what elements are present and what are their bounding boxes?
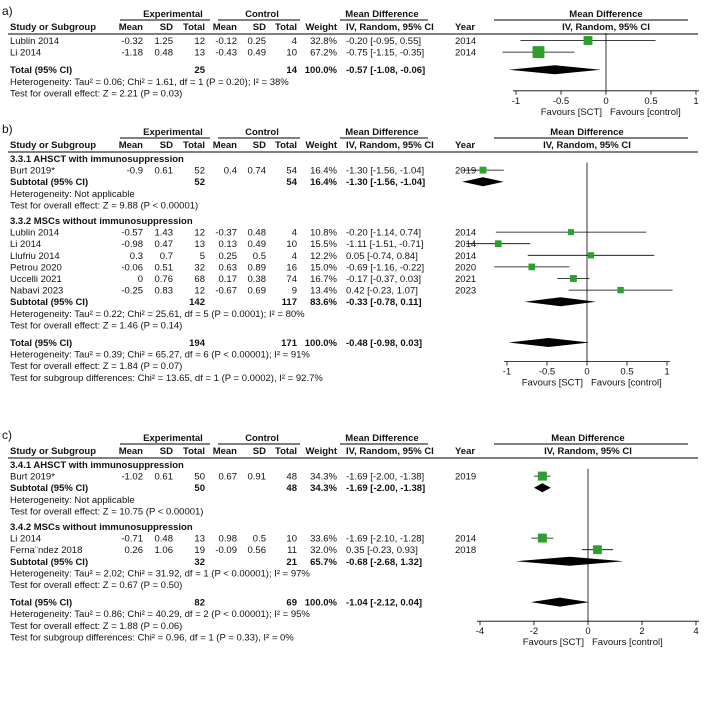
summary-weight: 100.0%	[304, 597, 337, 609]
study-ci-text: -0.17 [-0.37, 0.03]	[346, 274, 421, 285]
study-weight: 13.4%	[310, 285, 337, 297]
x-tick-label: 1	[664, 366, 670, 378]
total-note: Test for overall effect: Z = 1.84 (P = 0.07)	[10, 361, 183, 373]
effect-square	[568, 229, 574, 235]
ctl-mean: 0.67	[218, 471, 237, 483]
effect-square	[538, 472, 547, 481]
exp-total: 12	[194, 36, 205, 47]
ctl-sd: 0.48	[247, 227, 266, 239]
study-name: Ferna¨ndez 2018	[10, 545, 83, 557]
study-name: Li 2014	[10, 47, 42, 59]
favours-right-label: Favours [control]	[592, 637, 663, 649]
subtotal-row	[10, 483, 551, 494]
exp-sd: 1.06	[154, 545, 173, 557]
ctl-mean: 0.25	[218, 250, 237, 262]
x-tick-label: 0	[603, 95, 609, 107]
exp-mean-header: Mean	[118, 22, 143, 33]
subgroup-title: 3.4.2 MSCs without immunosuppression	[10, 522, 193, 533]
panel-label: c)	[2, 428, 12, 442]
exp-total: 13	[194, 533, 205, 545]
effect-square	[617, 287, 623, 293]
total-note: Test for overall effect: Z = 2.21 (P = 0.03)	[10, 88, 183, 100]
subgroup-note: Test for overall effect: Z = 10.75 (P < 0.00001)	[10, 506, 204, 518]
exp-sd: 0.7	[159, 250, 173, 262]
study-row	[10, 239, 530, 250]
study-year: 2014	[455, 47, 477, 59]
ctl-sd: 0.74	[247, 165, 266, 177]
exp-sd: 0.51	[154, 262, 173, 274]
ctl-mean: 0.4	[223, 165, 237, 177]
ctl-total: 117	[281, 297, 297, 309]
ctl-total: 21	[286, 556, 297, 568]
study-ci-text: -0.75 [-1.15, -0.35]	[346, 47, 425, 59]
exp-mean: -0.25	[121, 285, 143, 297]
total-label: Total (95% CI)	[10, 597, 73, 609]
study-row	[10, 36, 656, 47]
study-col-header: Study or Subgroup	[10, 22, 97, 33]
summary-weight: 16.4%	[310, 177, 337, 189]
ctl-total-header: Total	[275, 446, 297, 457]
effect-sub-header: IV, Random, 95% CI	[346, 140, 434, 151]
exp-mean: -1.18	[121, 47, 143, 59]
ctl-mean-header: Mean	[212, 446, 237, 457]
summary-weight: 34.3%	[310, 483, 337, 495]
ctl-total: 54	[286, 165, 297, 177]
forest-panel-2	[2, 122, 698, 389]
subgroup-note: Test for overall effect: Z = 9.88 (P < 0.00001)	[10, 200, 199, 212]
summary-ci-text: -0.33 [-0.78, 0.11]	[346, 297, 422, 309]
exp-total: 12	[194, 285, 205, 297]
summary-ci-text: -1.04 [-2.12, 0.04]	[346, 597, 423, 609]
study-weight: 32.0%	[310, 545, 337, 557]
study-name: Uccelli 2021	[10, 274, 62, 285]
plot-sub-header: IV, Random, 95% CI	[562, 22, 650, 33]
x-tick-label: 0	[584, 366, 590, 378]
exp-sd: 0.48	[154, 533, 173, 545]
exp-sd: 0.48	[154, 47, 173, 59]
summary-diamond	[509, 338, 590, 347]
subtotal-label: Subtotal (95% CI)	[10, 556, 89, 568]
summary-ci-text: -0.68 [-2.68, 1.32]	[346, 556, 423, 568]
study-year: 2021	[455, 274, 477, 285]
exp-total: 32	[194, 262, 205, 274]
study-row	[10, 274, 589, 285]
summary-weight: 65.7%	[310, 556, 337, 568]
summary-diamond	[509, 65, 601, 74]
study-year: 2023	[455, 285, 477, 297]
study-row	[10, 472, 551, 483]
ctl-total: 9	[291, 285, 297, 297]
exp-mean: 0.26	[124, 545, 143, 557]
control-header: Control	[245, 433, 279, 444]
panel-label: a)	[2, 4, 13, 18]
plot-title-header: Mean Difference	[551, 433, 625, 444]
exp-total: 13	[194, 239, 205, 251]
year-header: Year	[455, 446, 476, 457]
ctl-sd: 0.25	[247, 36, 266, 47]
study-name: Llufriu 2014	[10, 250, 60, 262]
exp-total-header: Total	[183, 140, 205, 151]
x-tick-label: 4	[693, 626, 699, 638]
subtotal-row	[10, 297, 596, 308]
x-tick-label: -0.5	[538, 366, 556, 378]
exp-total: 5	[199, 250, 205, 262]
summary-diamond	[525, 297, 596, 306]
effect-square	[588, 252, 594, 258]
experimental-header: Experimental	[143, 127, 203, 138]
ctl-mean-header: Mean	[212, 22, 237, 33]
subgroup-note: Test for overall effect: Z = 1.46 (P = 0.14)	[10, 320, 183, 332]
study-ci-text: 0.35 [-0.23, 0.93]	[346, 545, 418, 557]
effect-col-header: Mean Difference	[345, 9, 419, 20]
exp-total: 82	[194, 597, 205, 609]
study-ci-text: -0.20 [-1.14, 0.74]	[346, 227, 421, 239]
study-weight: 32.8%	[310, 36, 337, 47]
exp-total: 142	[189, 297, 205, 309]
exp-total-header: Total	[183, 446, 205, 457]
ctl-sd-header: SD	[252, 140, 266, 151]
summary-diamond	[531, 598, 589, 607]
study-ci-text: -1.30 [-1.56, -1.04]	[346, 165, 425, 177]
total-note: Heterogeneity: Tau² = 0.06; Chi² = 1.61, df = 1 (P = 0.20); I² = 38%	[10, 76, 289, 88]
x-tick-label: -2	[529, 626, 539, 638]
exp-mean: -0.32	[121, 36, 143, 47]
total-label: Total (95% CI)	[10, 338, 73, 349]
experimental-header: Experimental	[143, 9, 203, 20]
ctl-total: 54	[286, 177, 297, 189]
exp-mean: -0.71	[121, 533, 143, 545]
study-row	[10, 46, 575, 58]
study-weight: 67.2%	[310, 47, 337, 59]
ctl-sd: 0.38	[247, 274, 266, 285]
ctl-total: 48	[286, 483, 297, 495]
ctl-sd: 0.49	[247, 239, 266, 251]
exp-mean: -0.57	[121, 227, 143, 239]
exp-mean: -0.98	[121, 239, 143, 251]
subgroup-note: Heterogeneity: Tau² = 2.02; Chi² = 31.92, df = 1 (P < 0.00001); I² = 97%	[10, 568, 310, 580]
x-tick-label: 2	[639, 626, 645, 638]
effect-sub-header: IV, Random, 95% CI	[346, 446, 434, 457]
subgroup-note: Test for overall effect: Z = 0.67 (P = 0.50)	[10, 580, 183, 591]
study-ci-text: -1.11 [-1.51, -0.71]	[346, 239, 424, 251]
study-row	[10, 251, 654, 262]
effect-col-header: Mean Difference	[345, 433, 419, 444]
ctl-total: 48	[286, 471, 297, 483]
ctl-mean: -0.37	[215, 227, 237, 239]
weight-header: Weight	[305, 446, 337, 457]
effect-square	[584, 36, 593, 45]
effect-square	[495, 240, 502, 247]
study-name: Lublin 2014	[10, 36, 60, 47]
total-note: Heterogeneity: Tau² = 0.39; Chi² = 65.27, df = 6 (P < 0.00001); I² = 91%	[10, 349, 310, 361]
plot-title-header: Mean Difference	[550, 127, 624, 138]
subtotal-label: Subtotal (95% CI)	[10, 297, 89, 309]
exp-mean: 0	[137, 274, 143, 285]
plot-sub-header: IV, Random, 95% CI	[544, 446, 632, 457]
effect-square	[538, 534, 547, 543]
study-row	[10, 534, 553, 545]
favours-right-label: Favours [control]	[591, 377, 662, 389]
favours-left-label: Favours [SCT]	[522, 637, 584, 649]
exp-total: 19	[194, 545, 205, 557]
x-tick-label: -1	[511, 95, 521, 107]
exp-sd: 0.47	[154, 239, 173, 251]
ctl-sd: 0.56	[247, 545, 266, 557]
weight-header: Weight	[305, 22, 337, 33]
study-ci-text: -1.69 [-2.10, -1.28]	[346, 533, 425, 545]
total-row	[10, 338, 589, 349]
effect-square	[533, 46, 545, 58]
summary-diamond	[516, 557, 624, 566]
ctl-sd-header: SD	[252, 446, 266, 457]
forest-panel-1	[2, 4, 699, 118]
summary-weight: 100.0%	[304, 65, 337, 77]
ctl-sd: 0.49	[247, 47, 266, 59]
year-header: Year	[455, 140, 476, 151]
x-tick-label: -0.5	[552, 95, 570, 107]
study-weight: 10.8%	[310, 227, 337, 239]
subgroup-title: 3.3.1 AHSCT with immunosuppression	[10, 154, 184, 165]
study-name: Burt 2019*	[10, 471, 55, 483]
exp-mean-header: Mean	[118, 446, 143, 457]
study-ci-text: -1.69 [-2.00, -1.38]	[346, 471, 425, 483]
exp-total: 68	[194, 274, 205, 285]
total-row	[10, 65, 601, 76]
ctl-sd: 0.5	[252, 250, 266, 262]
exp-total: 12	[194, 227, 205, 239]
ctl-total: 4	[291, 36, 297, 47]
total-note: Test for subgroup differences: Chi² = 13.65, df = 1 (P = 0.0002), I² = 92.7%	[10, 372, 323, 384]
x-tick-label: 0.5	[620, 366, 634, 378]
study-row	[10, 228, 646, 239]
ctl-total: 14	[286, 65, 297, 77]
ctl-total: 10	[286, 47, 297, 59]
study-name: Burt 2019*	[10, 165, 55, 177]
ctl-mean: -0.12	[215, 36, 237, 47]
ctl-mean: -0.09	[215, 545, 237, 557]
effect-square	[528, 264, 535, 271]
study-weight: 15.0%	[310, 262, 337, 274]
subtotal-row	[10, 557, 624, 568]
exp-total: 13	[194, 47, 205, 59]
exp-total: 50	[194, 471, 205, 483]
subgroup-note: Heterogeneity: Not applicable	[10, 494, 135, 506]
year-header: Year	[455, 22, 476, 33]
study-year: 2014	[455, 533, 477, 545]
study-weight: 34.3%	[310, 471, 337, 483]
exp-sd: 1.25	[154, 36, 173, 47]
total-label: Total (95% CI)	[10, 65, 73, 77]
study-year: 2014	[455, 239, 477, 251]
subgroup-title: 3.4.1 AHSCT with immunosuppression	[10, 460, 184, 471]
panel-label: b)	[2, 122, 13, 136]
x-tick-label: 1	[693, 95, 699, 107]
summary-diamond	[534, 483, 551, 492]
exp-total: 32	[194, 556, 205, 568]
control-header: Control	[245, 9, 279, 20]
effect-sub-header: IV, Random, 95% CI	[346, 22, 434, 33]
ctl-mean: 0.63	[218, 262, 237, 274]
study-ci-text: -0.69 [-1.16, -0.22]	[346, 262, 425, 274]
effect-square	[480, 167, 487, 174]
total-row	[10, 598, 589, 609]
exp-mean: -0.9	[126, 165, 143, 177]
summary-ci-text: -0.57 [-1.08, -0.06]	[346, 65, 426, 77]
control-header: Control	[245, 127, 279, 138]
ctl-total: 74	[286, 274, 297, 285]
study-row	[10, 286, 673, 297]
subtotal-label: Subtotal (95% CI)	[10, 483, 89, 495]
ctl-total: 4	[291, 250, 297, 262]
forest-panel-3	[2, 428, 699, 648]
total-note: Test for subgroup differences: Chi² = 0.96, df = 1 (P = 0.33), I² = 0%	[10, 632, 294, 644]
exp-sd-header: SD	[159, 22, 173, 33]
exp-total: 194	[189, 338, 205, 349]
exp-sd: 1.43	[154, 227, 173, 239]
study-name: Petrou 2020	[10, 262, 62, 274]
ctl-total: 11	[287, 545, 297, 557]
effect-square	[570, 275, 577, 282]
summary-ci-text: -1.69 [-2.00, -1.38]	[346, 483, 426, 495]
ctl-total: 69	[286, 597, 297, 609]
study-ci-text: 0.05 [-0.74, 0.84]	[346, 250, 418, 262]
study-ci-text: -0.20 [-0.95, 0.55]	[346, 36, 421, 47]
summary-ci-text: -1.30 [-1.56, -1.04]	[346, 177, 426, 189]
ctl-total-header: Total	[275, 140, 297, 151]
ctl-total-header: Total	[275, 22, 297, 33]
exp-mean: -0.06	[121, 262, 143, 274]
study-year: 2019	[455, 165, 477, 177]
summary-diamond	[462, 177, 504, 186]
effect-col-header: Mean Difference	[345, 127, 419, 138]
subgroup-note: Heterogeneity: Tau² = 0.22; Chi² = 25.61, df = 5 (P = 0.0001); I² = 80%	[10, 308, 305, 320]
study-ci-text: 0.42 [-0.23, 1.07]	[346, 285, 418, 297]
experimental-header: Experimental	[143, 433, 203, 444]
ctl-sd: 0.69	[247, 285, 266, 297]
study-weight: 16.7%	[310, 274, 337, 285]
ctl-total: 171	[281, 338, 297, 349]
exp-sd: 0.61	[154, 165, 173, 177]
study-row	[10, 166, 504, 177]
subtotal-label: Subtotal (95% CI)	[10, 177, 89, 189]
study-year: 2019	[455, 471, 477, 483]
study-weight: 33.6%	[310, 533, 337, 545]
exp-total-header: Total	[183, 22, 205, 33]
ctl-sd: 0.5	[252, 533, 266, 545]
subtotal-row	[10, 177, 504, 188]
study-year: 2020	[455, 262, 477, 274]
ctl-mean: 0.13	[218, 239, 237, 251]
study-weight: 15.5%	[310, 239, 337, 251]
total-note: Test for overall effect: Z = 1.88 (P = 0.06)	[10, 620, 183, 632]
ctl-total: 10	[286, 239, 297, 251]
exp-total: 52	[194, 177, 205, 189]
exp-total: 50	[194, 483, 205, 495]
exp-sd-header: SD	[159, 140, 173, 151]
plot-title-header: Mean Difference	[569, 9, 643, 20]
favours-left-label: Favours [SCT]	[521, 377, 583, 389]
x-tick-label: -4	[475, 626, 485, 638]
exp-sd: 0.76	[154, 274, 173, 285]
study-col-header: Study or Subgroup	[10, 446, 97, 457]
effect-square	[593, 545, 602, 554]
ctl-sd: 0.91	[247, 471, 266, 483]
exp-mean: -1.02	[121, 471, 143, 483]
x-tick-label: 0	[585, 626, 591, 638]
favours-left-label: Favours [SCT]	[540, 106, 602, 118]
total-note: Heterogeneity: Tau² = 0.86; Chi² = 40.29, df = 2 (P < 0.00001); I² = 95%	[10, 609, 310, 621]
subgroup-note: Heterogeneity: Not applicable	[10, 188, 135, 200]
ctl-mean: 0.17	[218, 274, 237, 285]
study-weight: 12.2%	[310, 250, 337, 262]
exp-total: 25	[194, 65, 205, 77]
subgroup-title: 3.3.2 MSCs without immunosuppression	[10, 216, 193, 227]
exp-mean: 0.3	[129, 250, 143, 262]
exp-sd: 0.61	[154, 471, 173, 483]
study-name: Nabavi 2023	[10, 285, 64, 297]
study-year: 2014	[455, 250, 477, 262]
study-year: 2014	[455, 36, 477, 47]
x-tick-label: -1	[502, 366, 512, 378]
exp-total: 52	[194, 165, 205, 177]
study-weight: 16.4%	[310, 165, 337, 177]
ctl-sd: 0.89	[247, 262, 266, 274]
ctl-mean: -0.67	[215, 285, 237, 297]
study-year: 2018	[455, 545, 477, 557]
summary-weight: 100.0%	[304, 338, 337, 349]
ctl-mean: -0.43	[215, 47, 237, 59]
study-row	[10, 262, 569, 273]
study-name: Lublin 2014	[10, 227, 60, 239]
study-name: Li 2014	[10, 533, 42, 545]
x-tick-label: 0.5	[644, 95, 658, 107]
favours-right-label: Favours [control]	[610, 106, 681, 118]
summary-ci-text: -0.48 [-0.98, 0.03]	[346, 338, 423, 349]
ctl-sd-header: SD	[252, 22, 266, 33]
summary-weight: 83.6%	[310, 297, 337, 309]
ctl-mean-header: Mean	[212, 140, 237, 151]
ctl-total: 16	[286, 262, 297, 274]
exp-sd-header: SD	[159, 446, 173, 457]
ctl-mean: 0.98	[218, 533, 237, 545]
study-name: Li 2014	[10, 239, 42, 251]
plot-sub-header: IV, Random, 95% CI	[543, 140, 631, 151]
exp-mean-header: Mean	[118, 140, 143, 151]
weight-header: Weight	[305, 140, 337, 151]
study-year: 2014	[455, 227, 477, 239]
study-col-header: Study or Subgroup	[10, 140, 97, 151]
ctl-total: 10	[286, 533, 297, 545]
study-row	[10, 545, 613, 556]
exp-sd: 0.83	[154, 285, 173, 297]
ctl-total: 4	[291, 227, 297, 239]
